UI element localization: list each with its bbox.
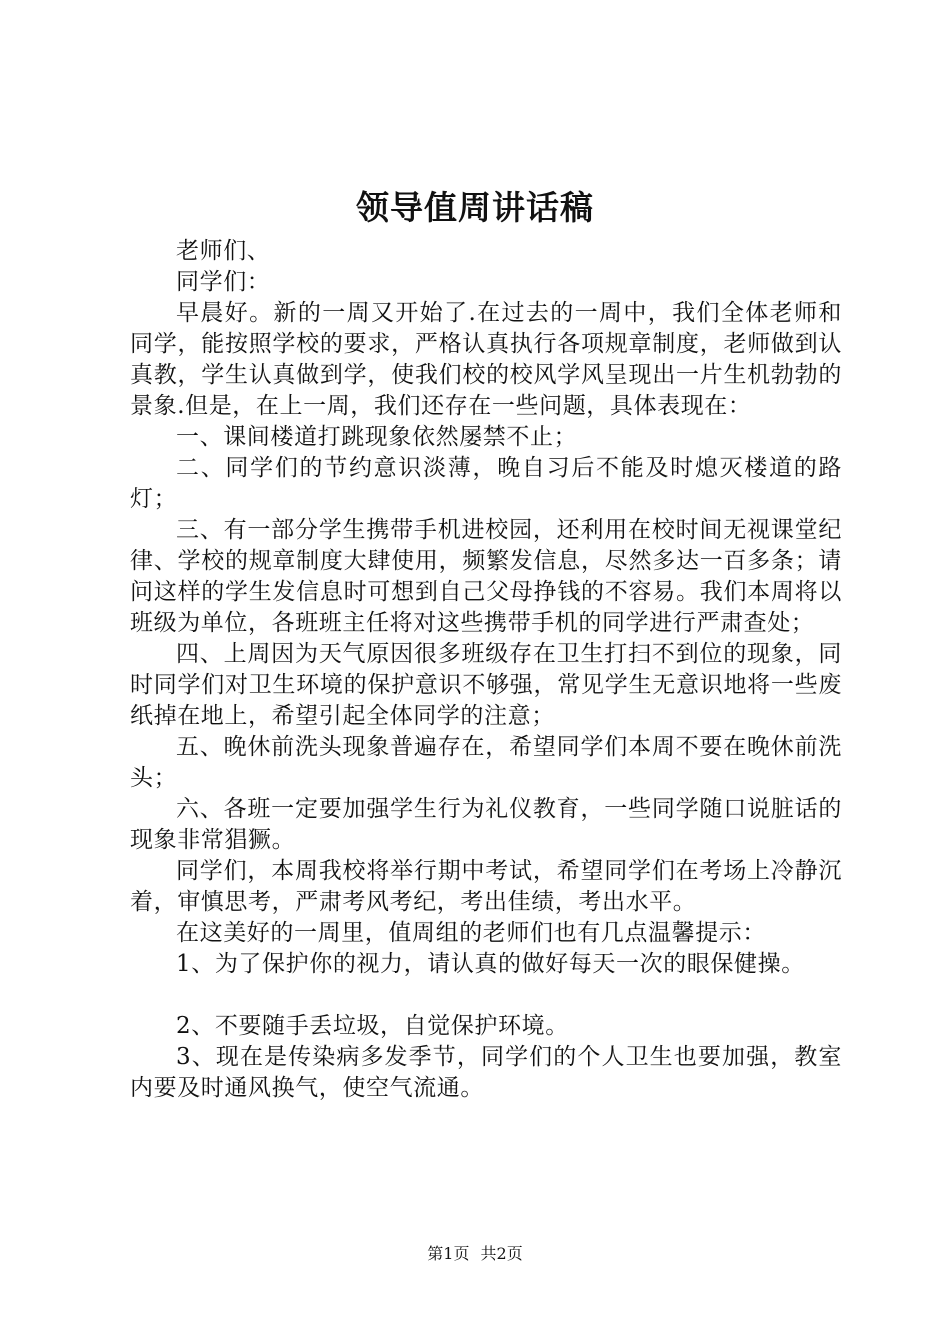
issue-item-1: 一、课间楼道打跳现象依然屡禁不止； xyxy=(176,424,578,450)
issue-item-6: 六、各班一定要加强学生行为礼仪教育，一些同学随口说脏话的现象非常猖獗。 xyxy=(130,796,842,853)
document-body xyxy=(130,236,842,1104)
paragraph-exam: 同学们，本周我校将举行期中考试，希望同学们在考场上冷静沉着，审慎思考，严肃考风考纪，考出佳绩，考出水平。 xyxy=(130,858,842,915)
issue-item-5: 五、晚休前洗头现象普遍存在，希望同学们本周不要在晚休前洗头； xyxy=(130,734,842,791)
salutation-students: 同学们： xyxy=(176,269,271,295)
tip-item-3: 3、现在是传染病多发季节，同学们的个人卫生也要加强，教室内要及时通风换气，使空气流通。 xyxy=(130,1044,842,1101)
salutation-teachers: 老师们、 xyxy=(176,238,271,264)
paragraph-tips-intro: 在这美好的一周里，值周组的老师们也有几点温馨提示： xyxy=(176,920,766,946)
document-title: 领导值周讲话稿 xyxy=(356,188,594,227)
page-number: 第1页 xyxy=(427,1244,470,1263)
page-footer xyxy=(0,1242,950,1266)
paragraph-intro: 早晨好。新的一周又开始了.在过去的一周中，我们全体老师和同学，能按照学校的要求，严格认真执行各项规章制度，老师做到认真教，学生认真做到学，使我们校的校风学风呈现出一片生机勃勃的景象.但是，在上一周，我们还存在一些问题，具体表现在： xyxy=(130,300,842,419)
issue-item-2: 二、同学们的节约意识淡薄，晚自习后不能及时熄灭楼道的路灯； xyxy=(130,455,842,512)
tip-item-1: 1、为了保护你的视力，请认真的做好每天一次的眼保健操。 xyxy=(176,951,805,977)
issue-item-3: 三、有一部分学生携带手机进校园，还利用在校时间无视课堂纪律、学校的规章制度大肆使用，频繁发信息，尽然多达一百多条；请问这样的学生发信息时可想到自己父母挣钱的不容易。我们本周将以班级为单位，各班班主任将对这些携带手机的同学进行严肃查处； xyxy=(130,517,842,636)
tip-item-2: 2、不要随手丢垃圾，自觉保护环境。 xyxy=(176,1013,569,1039)
page-total: 共2页 xyxy=(480,1244,523,1263)
issue-item-4: 四、上周因为天气原因很多班级存在卫生打扫不到位的现象，同时同学们对卫生环境的保护意识不够强，常见学生无意识地将一些废纸掉在地上，希望引起全体同学的注意； xyxy=(130,641,842,729)
